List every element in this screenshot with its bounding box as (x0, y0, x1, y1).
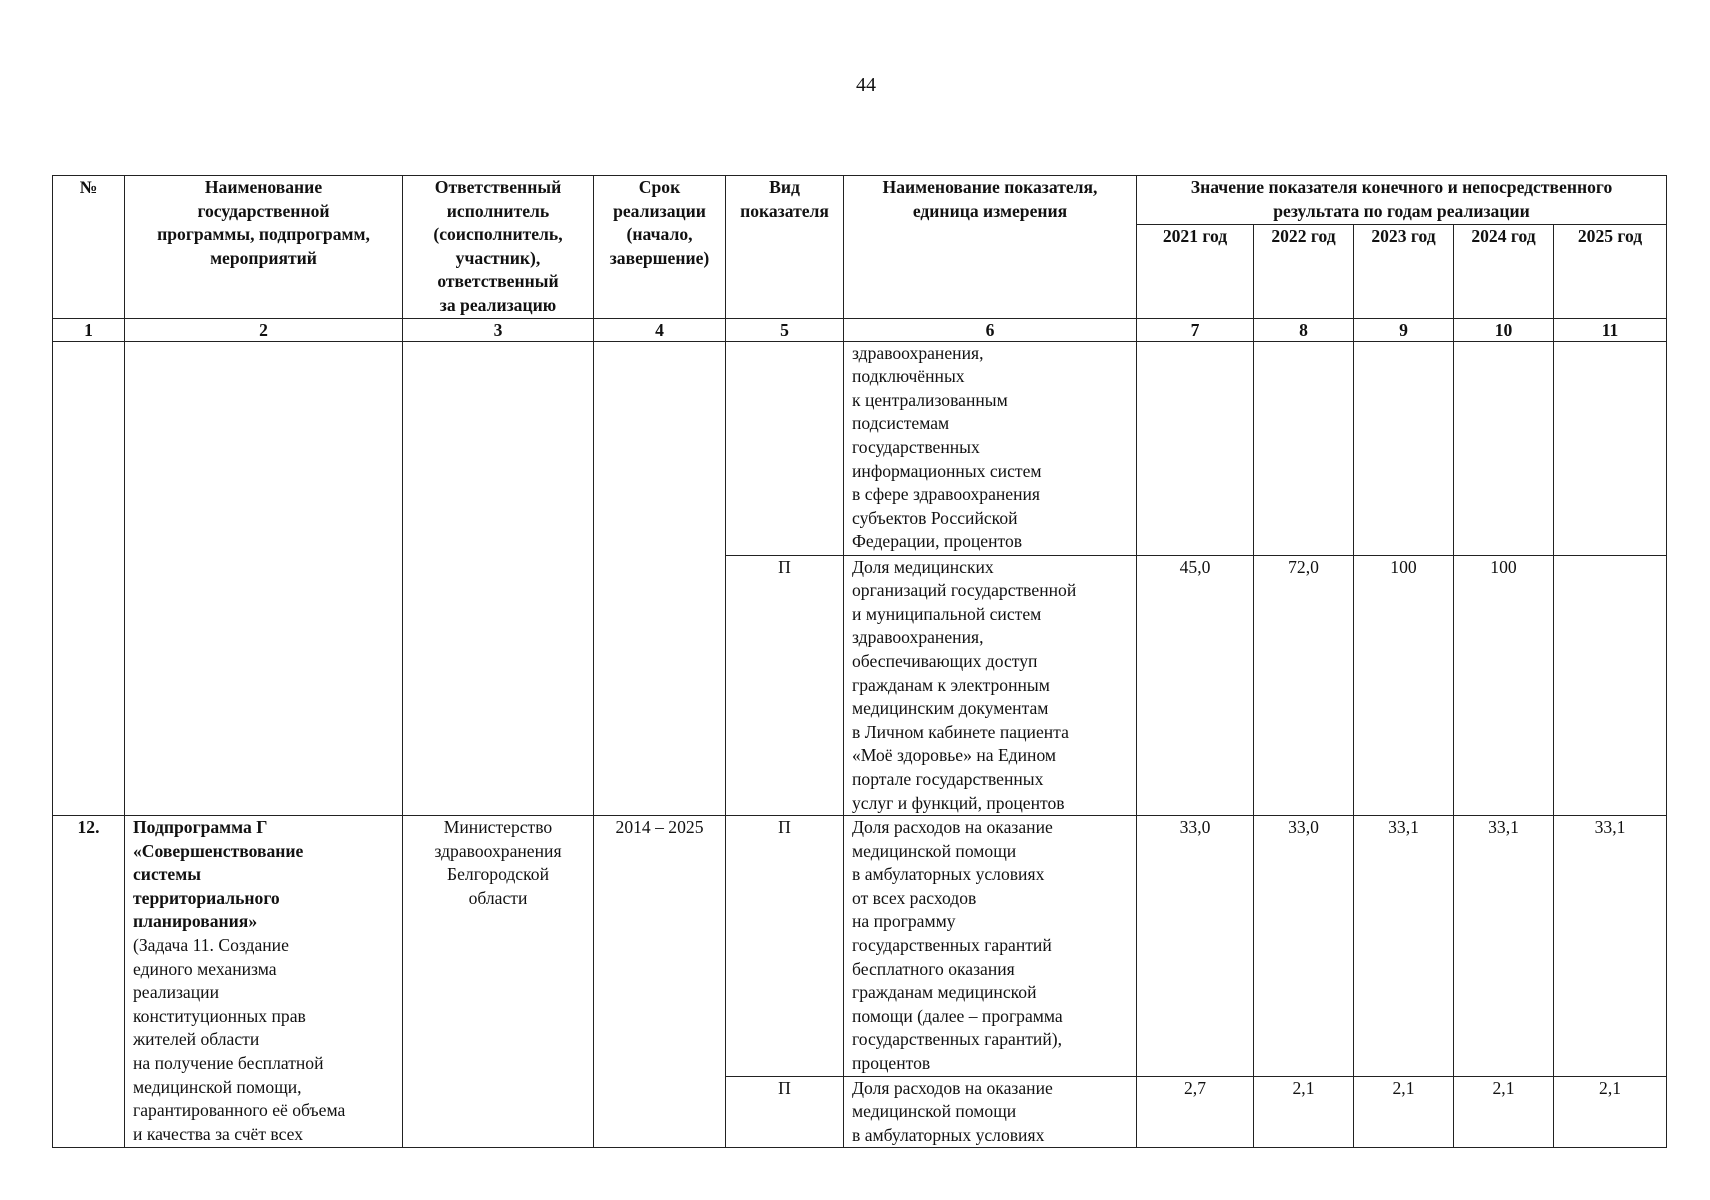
page-number: 44 (856, 74, 876, 96)
column-number: 7 (1137, 318, 1254, 341)
row-num-cell (53, 341, 125, 816)
value-cell: 2,1 (1254, 1076, 1354, 1148)
row-period-cell: 2014 – 2025 (594, 816, 726, 1148)
value-cell: 33,1 (1454, 816, 1554, 1077)
header-year-2023: 2023 год (1354, 225, 1454, 319)
value-cell (1554, 341, 1667, 555)
row-type-cell: П (726, 555, 844, 816)
row-program-cell (125, 341, 403, 816)
value-cell (1354, 341, 1454, 555)
row-indicator-cell: Доля медицинских организаций государственной и муниципальной систем здравоохранения, обеспечивающих доступ гражданам к электронным медицинским документам в Личном кабинете пациента «Моё здоровье» на Едином портале государственных услуг и функций, процентов (844, 555, 1137, 816)
value-cell: 100 (1454, 555, 1554, 816)
row-program-cell: Подпрограмма Г «Совершенствование системы территориального планирования» (Задача 11. Создание единого механизма реализации конституционных прав жителей области на получение бесплатной медицинской помощи, гарантированного её объема и качества за счёт всех (125, 816, 403, 1148)
header-year-2024: 2024 год (1454, 225, 1554, 319)
header-num: № (53, 176, 125, 319)
value-cell: 2,1 (1454, 1076, 1554, 1148)
column-number: 3 (403, 318, 594, 341)
value-cell (1454, 341, 1554, 555)
row-executor-cell: Министерство здравоохранения Белгородской области (403, 816, 594, 1148)
header-year-2022: 2022 год (1254, 225, 1354, 319)
column-number: 6 (844, 318, 1137, 341)
header-year-2021: 2021 год (1137, 225, 1254, 319)
value-cell: 2,1 (1354, 1076, 1454, 1148)
row-num-cell: 12. (53, 816, 125, 1148)
row-executor-cell (403, 341, 594, 816)
column-number: 8 (1254, 318, 1354, 341)
column-number: 5 (726, 318, 844, 341)
column-number: 1 (53, 318, 125, 341)
row-type-cell: П (726, 1076, 844, 1148)
value-cell: 72,0 (1254, 555, 1354, 816)
header-executor: Ответственный исполнитель (соисполнитель, участник), ответственный за реализацию (403, 176, 594, 319)
header-indicator-type: Вид показателя (726, 176, 844, 319)
table-row (53, 816, 1667, 1077)
row-period-cell (594, 341, 726, 816)
row-type-cell: П (726, 816, 844, 1077)
column-number: 11 (1554, 318, 1667, 341)
value-cell: 33,1 (1554, 816, 1667, 1077)
header-year-2025: 2025 год (1554, 225, 1667, 319)
value-cell: 45,0 (1137, 555, 1254, 816)
value-cell: 33,0 (1137, 816, 1254, 1077)
value-cell: 33,1 (1354, 816, 1454, 1077)
column-number: 2 (125, 318, 403, 341)
value-cell (1137, 341, 1254, 555)
header-program-name: Наименование государственной программы, подпрограмм, мероприятий (125, 176, 403, 319)
column-number-row (53, 318, 1667, 341)
header-period: Срок реализации (начало, завершение) (594, 176, 726, 319)
header-indicator-name: Наименование показателя, единица измерения (844, 176, 1137, 319)
value-cell (1254, 341, 1354, 555)
column-number: 9 (1354, 318, 1454, 341)
row-indicator-cell: здравоохранения, подключённых к централизованным подсистемам государственных информационных систем в сфере здравоохранения субъектов Российской Федерации, процентов (844, 341, 1137, 555)
indicator-table (52, 175, 1667, 1148)
column-number: 10 (1454, 318, 1554, 341)
value-cell (1554, 555, 1667, 816)
header-values-group: Значение показателя конечного и непосредственного результата по годам реализации (1137, 176, 1667, 225)
row-indicator-cell: Доля расходов на оказание медицинской помощи в амбулаторных условиях от всех расходов на программу государственных гарантий бесплатного оказания гражданам медицинской помощи (далее – программа государственных гарантий), процентов (844, 816, 1137, 1077)
row-type-cell (726, 341, 844, 555)
value-cell: 100 (1354, 555, 1454, 816)
table-row (53, 341, 1667, 555)
row-indicator-cell: Доля расходов на оказание медицинской помощи в амбулаторных условиях (844, 1076, 1137, 1148)
header-row-1 (53, 176, 1667, 225)
column-number: 4 (594, 318, 726, 341)
value-cell: 2,7 (1137, 1076, 1254, 1148)
value-cell: 2,1 (1554, 1076, 1667, 1148)
value-cell: 33,0 (1254, 816, 1354, 1077)
